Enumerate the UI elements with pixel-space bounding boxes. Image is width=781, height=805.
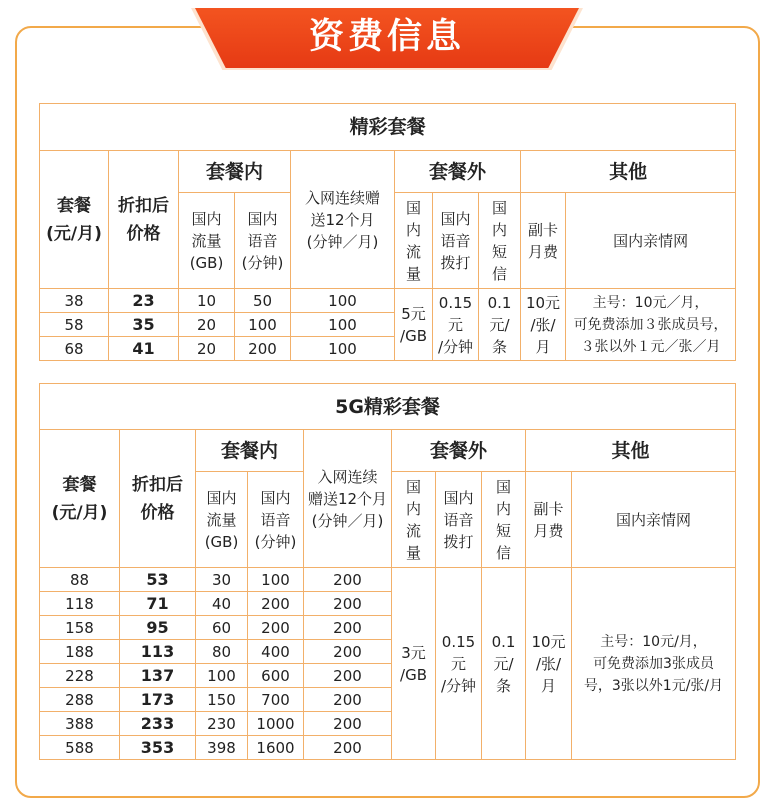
cell-package: 388 bbox=[40, 712, 120, 736]
cell-discount: 35 bbox=[109, 313, 179, 337]
cell-voice: 200 bbox=[248, 616, 304, 640]
header-voice: 国内 语音 (分钟) bbox=[235, 193, 291, 289]
header-inside: 套餐内 bbox=[196, 430, 304, 472]
cell-voice: 1600 bbox=[248, 736, 304, 760]
plan-table-basic bbox=[39, 103, 736, 361]
cell-data: 80 bbox=[196, 640, 248, 664]
cell-discount: 137 bbox=[120, 664, 196, 688]
cell-family: 主号：10元／月， 可免费添加３张成员号， ３张以外１元／张／月 bbox=[566, 289, 736, 361]
cell-bonus: 200 bbox=[304, 736, 392, 760]
header-out-voice: 国内 语音 拨打 bbox=[433, 193, 479, 289]
cell-sub-card: 10元 /张/ 月 bbox=[521, 289, 566, 361]
cell-out-data: 3元 /GB bbox=[392, 568, 436, 760]
cell-bonus: 100 bbox=[291, 289, 395, 313]
cell-package: 118 bbox=[40, 592, 120, 616]
header-inside: 套餐内 bbox=[179, 151, 291, 193]
cell-data: 30 bbox=[196, 568, 248, 592]
table-title: 5G精彩套餐 bbox=[40, 384, 736, 430]
header-bonus: 入网连续 赠送12个月 (分钟／月) bbox=[304, 430, 392, 568]
cell-voice: 700 bbox=[248, 688, 304, 712]
cell-sub-card: 10元 /张/ 月 bbox=[526, 568, 572, 760]
cell-voice: 400 bbox=[248, 640, 304, 664]
header-package: 套餐 (元/月) bbox=[40, 430, 120, 568]
cell-bonus: 100 bbox=[291, 337, 395, 361]
cell-out-voice: 0.15 元 /分钟 bbox=[433, 289, 479, 361]
header-data: 国内 流量 (GB) bbox=[179, 193, 235, 289]
table-row bbox=[40, 568, 736, 592]
header-out-data: 国 内 流 量 bbox=[395, 193, 433, 289]
cell-discount: 353 bbox=[120, 736, 196, 760]
cell-discount: 71 bbox=[120, 592, 196, 616]
table-row bbox=[40, 289, 736, 313]
cell-voice: 50 bbox=[235, 289, 291, 313]
cell-voice: 100 bbox=[235, 313, 291, 337]
cell-family: 主号：10元/月， 可免费添加3张成员 号，3张以外1元/张/月 bbox=[572, 568, 736, 760]
cell-data: 10 bbox=[179, 289, 235, 313]
cell-package: 68 bbox=[40, 337, 109, 361]
cell-package: 58 bbox=[40, 313, 109, 337]
header-sub-card: 副卡 月费 bbox=[521, 193, 566, 289]
header-bonus: 入网连续赠 送12个月 (分钟／月) bbox=[291, 151, 395, 289]
cell-out-sms: 0.1 元/ 条 bbox=[482, 568, 526, 760]
cell-package: 228 bbox=[40, 664, 120, 688]
cell-package: 588 bbox=[40, 736, 120, 760]
cell-bonus: 200 bbox=[304, 712, 392, 736]
plan-table-5g bbox=[39, 383, 736, 760]
cell-package: 158 bbox=[40, 616, 120, 640]
cell-bonus: 200 bbox=[304, 568, 392, 592]
header-voice: 国内 语音 (分钟) bbox=[248, 472, 304, 568]
header-outside: 套餐外 bbox=[392, 430, 526, 472]
cell-package: 88 bbox=[40, 568, 120, 592]
cell-data: 230 bbox=[196, 712, 248, 736]
cell-out-data: 5元 /GB bbox=[395, 289, 433, 361]
cell-data: 20 bbox=[179, 313, 235, 337]
header-out-voice: 国内 语音 拨打 bbox=[436, 472, 482, 568]
header-family: 国内亲情网 bbox=[566, 193, 736, 289]
cell-discount: 113 bbox=[120, 640, 196, 664]
header-discount: 折扣后 价格 bbox=[109, 151, 179, 289]
cell-data: 398 bbox=[196, 736, 248, 760]
cell-voice: 200 bbox=[235, 337, 291, 361]
cell-out-sms: 0.1 元/ 条 bbox=[479, 289, 521, 361]
cell-out-voice: 0.15 元 /分钟 bbox=[436, 568, 482, 760]
header-sub-card: 副卡 月费 bbox=[526, 472, 572, 568]
cell-data: 100 bbox=[196, 664, 248, 688]
header-out-data: 国 内 流 量 bbox=[392, 472, 436, 568]
cell-data: 20 bbox=[179, 337, 235, 361]
header-data: 国内 流量 (GB) bbox=[196, 472, 248, 568]
cell-bonus: 200 bbox=[304, 592, 392, 616]
cell-discount: 95 bbox=[120, 616, 196, 640]
cell-data: 40 bbox=[196, 592, 248, 616]
cell-discount: 173 bbox=[120, 688, 196, 712]
header-out-sms: 国 内 短 信 bbox=[479, 193, 521, 289]
cell-bonus: 200 bbox=[304, 688, 392, 712]
cell-package: 288 bbox=[40, 688, 120, 712]
cell-voice: 600 bbox=[248, 664, 304, 688]
cell-voice: 1000 bbox=[248, 712, 304, 736]
cell-discount: 233 bbox=[120, 712, 196, 736]
header-family: 国内亲情网 bbox=[572, 472, 736, 568]
cell-bonus: 200 bbox=[304, 616, 392, 640]
header-other: 其他 bbox=[521, 151, 736, 193]
cell-voice: 100 bbox=[248, 568, 304, 592]
cell-discount: 53 bbox=[120, 568, 196, 592]
header-outside: 套餐外 bbox=[395, 151, 521, 193]
cell-data: 60 bbox=[196, 616, 248, 640]
header-discount: 折扣后 价格 bbox=[120, 430, 196, 568]
header-out-sms: 国 内 短 信 bbox=[482, 472, 526, 568]
cell-discount: 41 bbox=[109, 337, 179, 361]
cell-data: 150 bbox=[196, 688, 248, 712]
cell-bonus: 100 bbox=[291, 313, 395, 337]
cell-bonus: 200 bbox=[304, 664, 392, 688]
table-title: 精彩套餐 bbox=[40, 104, 736, 151]
header-package: 套餐 (元/月) bbox=[40, 151, 109, 289]
cell-package: 38 bbox=[40, 289, 109, 313]
cell-bonus: 200 bbox=[304, 640, 392, 664]
cell-voice: 200 bbox=[248, 592, 304, 616]
cell-package: 188 bbox=[40, 640, 120, 664]
header-other: 其他 bbox=[526, 430, 736, 472]
cell-discount: 23 bbox=[109, 289, 179, 313]
banner-title: 资费信息 bbox=[308, 17, 465, 57]
